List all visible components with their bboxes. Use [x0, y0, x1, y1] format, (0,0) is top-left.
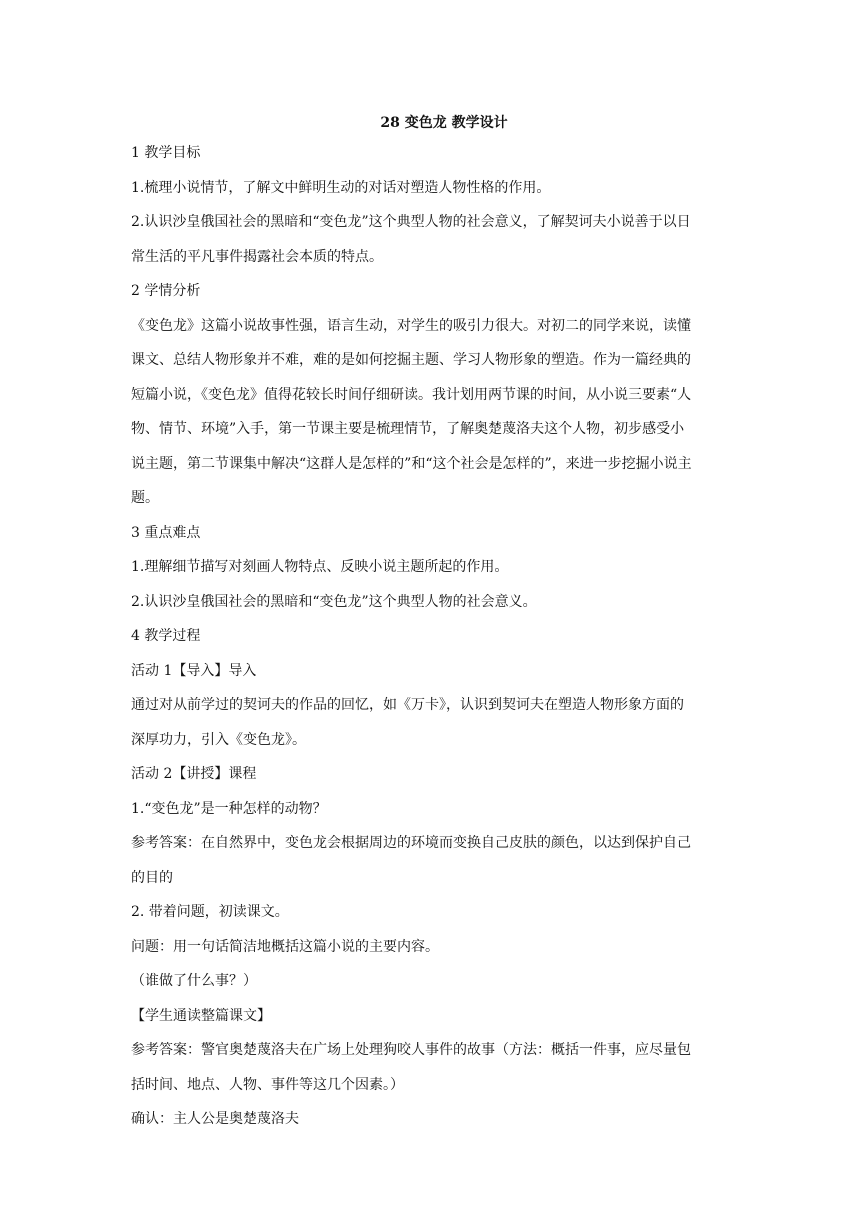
- text-line: 参考答案：在自然界中，变色龙会根据周边的环境而变换自己皮肤的颜色，以达到保护自己: [131, 835, 691, 851]
- text-line: 问题：用一句话简洁地概括这篇小说的主要内容。: [131, 938, 439, 955]
- text-line: 1.梳理小说情节，了解文中鲜明生动的对话对塑造人物性格的作用。: [131, 179, 551, 196]
- text-line: 2.认识沙皇俄国社会的黑暗和“变色龙”这个典型人物的社会意义，了解契诃夫小说善于以日: [131, 214, 691, 230]
- text-line: 的目的: [131, 869, 173, 886]
- text-line: 活动 1【导入】导入: [131, 662, 257, 679]
- text-line: 2 学情分析: [131, 283, 201, 299]
- text-line: 深厚功力，引入《变色龙》。: [131, 731, 306, 748]
- document-lines: [131, 136, 729, 1137]
- text-line: 1 教学目标: [131, 145, 201, 161]
- text-line: 说主题，第二节课集中解决“这群人是怎样的”和“这个社会是怎样的”，来进一步挖掘小说主: [131, 455, 692, 472]
- text-line: 2. 带着问题，初读课文。: [131, 904, 289, 920]
- text-line: 《变色龙》这篇小说故事性强，语言生动，对学生的吸引力很大。对初二的同学来说，读懂: [131, 317, 691, 334]
- text-line: 常生活的平凡事件揭露社会本质的特点。: [131, 248, 383, 265]
- text-line: 活动 2【讲授】课程: [131, 766, 257, 782]
- text-line: 3 重点难点: [131, 524, 201, 541]
- text-line: 2.认识沙皇俄国社会的黑暗和“变色龙”这个典型人物的社会意义。: [131, 593, 537, 610]
- text-line: 参考答案：警官奥楚蔑洛夫在广场上处理狗咬人事件的故事（方法：概括一件事，应尽量包: [131, 1042, 691, 1058]
- text-line: 短篇小说，《变色龙》值得花较长时间仔细研读。我计划用两节课的时间，从小说三要素“人: [131, 386, 692, 403]
- text-line: 物、情节、环境”入手，第一节课主要是梳理情节，了解奥楚蔑洛夫这个人物，初步感受小: [131, 421, 685, 437]
- text-line: 【学生通读整篇课文】: [131, 1007, 271, 1024]
- text-line: 确认：主人公是奥楚蔑洛夫: [131, 1111, 299, 1127]
- text-line: 1.理解细节描写对刻画人物特点、反映小说主题所起的作用。: [131, 559, 509, 575]
- text-line: 通过对从前学过的契诃夫的作品的回忆，如《万卡》，认识到契诃夫在塑造人物形象方面的: [131, 697, 684, 713]
- text-line: 4 教学过程: [131, 628, 201, 644]
- document-title: 28 变色龙 教学设计: [380, 115, 508, 131]
- text-line: 括时间、地点、人物、事件等这几个因素。）: [131, 1076, 404, 1093]
- text-line: 题。: [131, 490, 159, 506]
- text-line: 课文、总结人物形象并不难，难的是如何挖掘主题、学习人物形象的塑造。作为一篇经典的: [131, 352, 691, 368]
- text-line: 1.“变色龙”是一种怎样的动物？: [131, 800, 327, 817]
- text-line: （谁做了什么事？）: [131, 973, 257, 989]
- document-body: [131, 110, 729, 1137]
